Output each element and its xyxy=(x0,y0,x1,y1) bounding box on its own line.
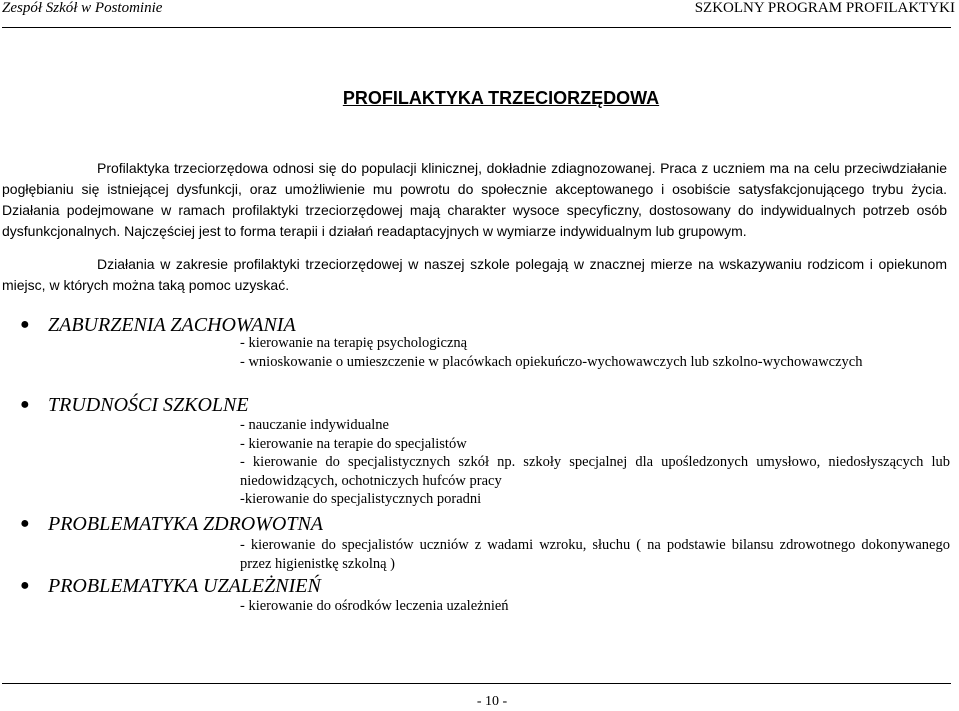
intro-paragraph: Profilaktyka trzeciorzędowa odnosi się do populacji klinicznej, dokładnie zdiagnozowanej. Praca z uczniem ma na celu przeciwdziałanie pogłębianiu się istniejącej dysfunkcji, oraz umożliwienie mu powrotu do społecznie akceptowanego i osobiście satysfakcjonującego trybu życia. Działania podejmowane w ramach profilaktyki trzeciorzędowej mają charakter wysoce specyficzny, dostosowany do indywidualnych potrzeb osób dysfunkcjonalnych. Najczęściej jest to forma terapii i działań readaptacyjnych w wymiarze indywidualnym lub grupowym. xyxy=(2,160,947,239)
program-name: SZKOLNY PROGRAM PROFILAKTYKI xyxy=(694,0,955,16)
section-title: PROBLEMATYKA UZALEŻNIEŃ xyxy=(48,575,321,597)
section-items-behavior xyxy=(240,334,950,371)
header-divider xyxy=(2,27,951,28)
section-heading-school xyxy=(20,393,249,417)
section-title: PROBLEMATYKA ZDROWOTNA xyxy=(48,513,324,535)
list-item: - kierowanie do ośrodków leczenia uzależnień xyxy=(240,598,509,614)
bullet-icon: ● xyxy=(20,577,30,594)
footer-divider xyxy=(2,683,951,684)
list-item: - kierowanie do specjalistów uczniów z wadami wzroku, słuchu ( na podstawie bilansu zdrowotnego dokonywanego przez higienistkę szkolną ) xyxy=(240,537,950,572)
school-name: Zespół Szkół w Postominie xyxy=(2,0,163,16)
section-title: TRUDNOŚCI SZKOLNE xyxy=(48,394,249,416)
page-title: PROFILAKTYKA TRZECIORZĘDOWA xyxy=(342,88,660,108)
section-heading-addictions xyxy=(20,574,321,598)
section-title: ZABURZENIA ZACHOWANIA xyxy=(48,314,296,336)
list-item: -kierowanie do specjalistycznych poradni xyxy=(240,491,482,507)
list-item: - kierowanie do specjalistycznych szkół np. szkoły specjalnej dla upośledzonych umysłowo, niedosłyszących lub niedowidzących, ochotniczych hufców pracy xyxy=(240,454,950,489)
actions-paragraph: Działania w zakresie profilaktyki trzeciorzędowej w naszej szkole polegają w znacznej mierze na wskazywaniu rodzicom i opiekunom miejsc, w których można taką pomoc uzyskać. xyxy=(2,256,947,293)
page-header xyxy=(0,0,959,28)
bullet-icon: ● xyxy=(20,396,30,413)
section-items-addictions xyxy=(240,597,950,616)
list-item: - kierowanie na terapię psychologiczną xyxy=(240,335,468,351)
list-item: - nauczanie indywidualne xyxy=(240,417,389,433)
section-items-school xyxy=(240,416,950,509)
section-heading-health xyxy=(20,512,323,536)
bullet-icon: ● xyxy=(20,515,30,532)
section-items-health xyxy=(240,536,950,573)
list-item: - kierowanie na terapie do specjalistów xyxy=(240,435,467,452)
list-item: - wnioskowanie o umieszczenie w placówkach opiekuńczo-wychowawczych lub szkolno-wychowawczych xyxy=(240,353,863,370)
page-number: - 10 - xyxy=(476,694,508,709)
bullet-icon: ● xyxy=(20,316,30,333)
